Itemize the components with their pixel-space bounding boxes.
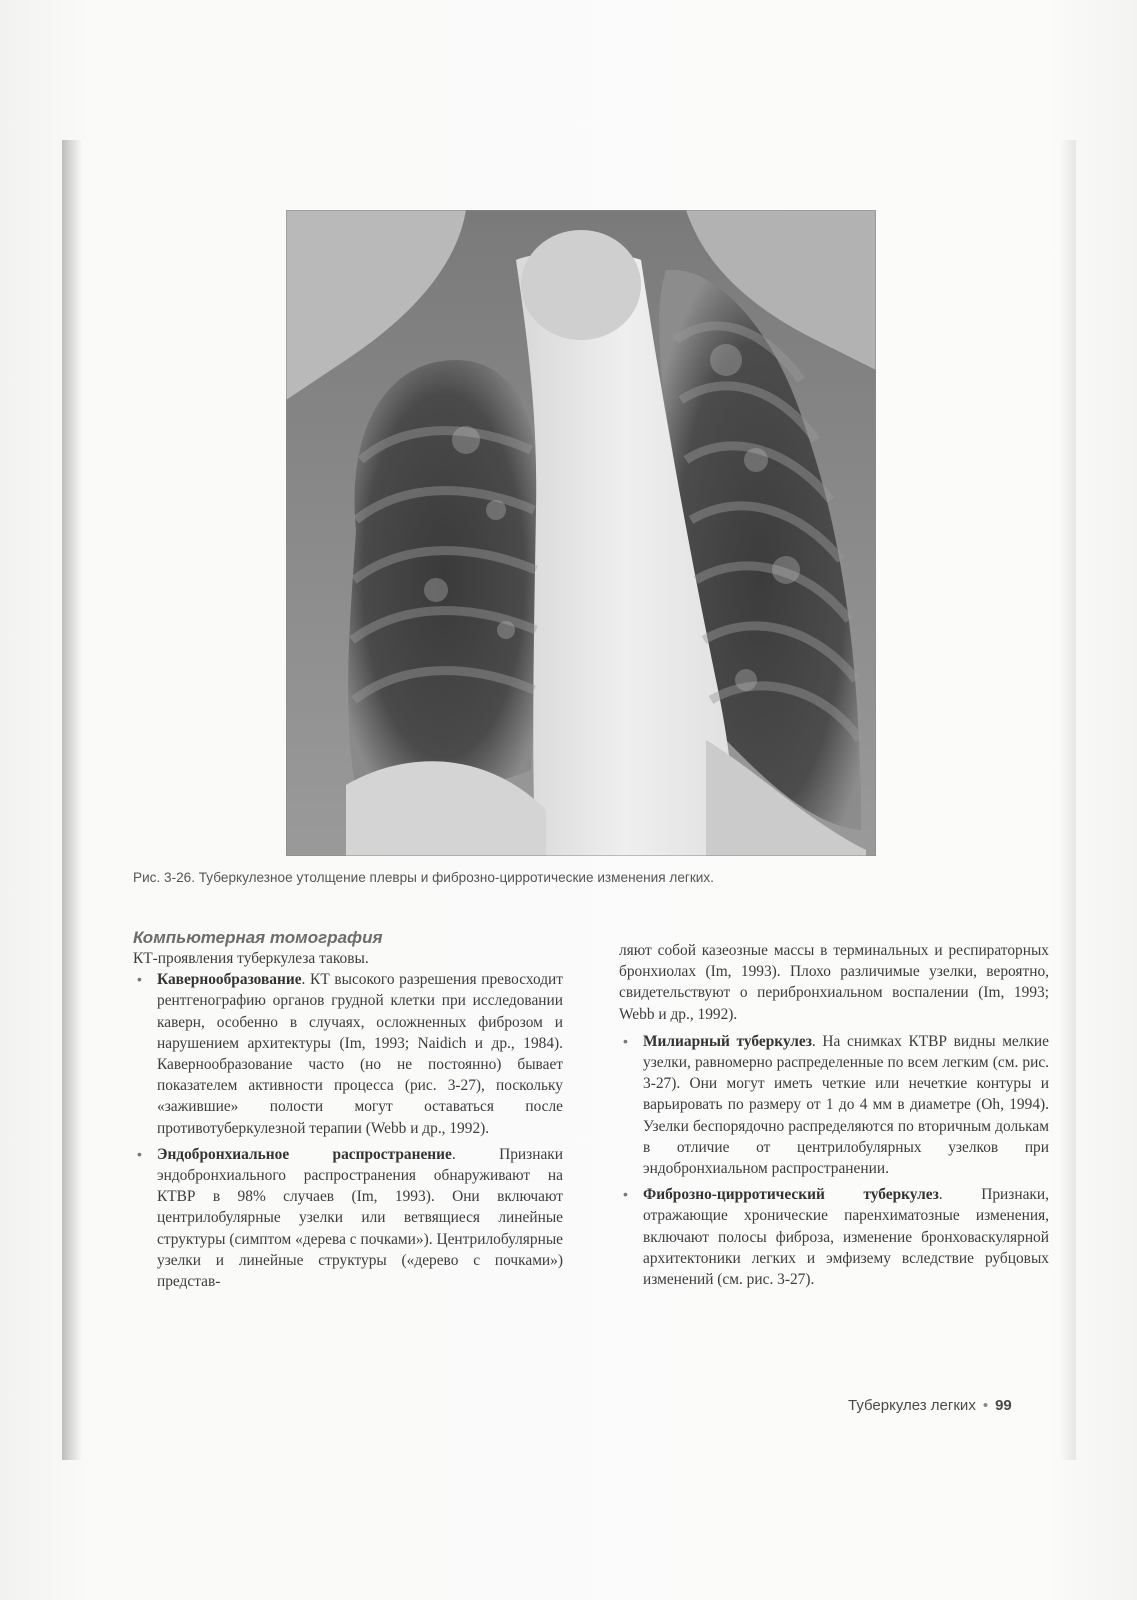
continued-paragraph: ляют собой казеозные массы в терминальных и респираторных бронхиолах (Im, 1993). Плохо различимые узелки, вероятно, свидетельствуют о перибронхиальном воспалении (Im, 1993; Webb и др., 1992).: [619, 942, 1049, 1023]
page-number: 99: [995, 1397, 1012, 1414]
chest-xray-image: [286, 210, 876, 856]
list-item: [133, 1144, 563, 1292]
list-item: [133, 969, 563, 1139]
bullet-text: . Признаки, отражающие хронические паренхиматозные изменения, включают полосы фиброза, изменение бронховаскулярной архитектоники легких и эмфизему вследствие рубцовых изменений (см. рис. 3-27).: [643, 1186, 1049, 1289]
scan-shadow-right: [1060, 140, 1076, 1460]
scan-shadow-left: [62, 140, 82, 1460]
page-footer: [848, 1397, 1012, 1414]
section-intro: КТ-проявления туберкулеза таковы.: [133, 950, 369, 967]
figure-caption: Рис. 3-26. Туберкулезное утолщение плевры и фиброзно-цирротические изменения легких.: [133, 870, 714, 885]
bullet-term: Милиарный туберкулез: [643, 1032, 812, 1050]
running-title: Туберкулез легких: [848, 1397, 976, 1414]
list-item: [619, 1031, 1049, 1179]
list-item: [619, 1184, 1049, 1290]
bullet-text: . Признаки эндобронхиального распространения обнаруживают на КТВР в 98% случаев (Im, 1993). Они включают центрилобулярные узелки или ветвящиеся линейные структуры (симптом «дерева с почками»). Центрилобулярные узелки и линейные структуры («дерево с почками») представ-: [157, 1145, 563, 1291]
bullet-term: Фиброзно-цирротический туберкулез: [643, 1186, 939, 1204]
section-title: Компьютерная томография: [133, 928, 383, 947]
footer-separator: •: [982, 1397, 989, 1414]
left-column: [133, 928, 563, 1297]
right-bullet-list: [619, 1031, 1049, 1290]
left-bullet-list: [133, 969, 563, 1292]
bullet-text: . На снимках КТВР видны мелкие узелки, равномерно распределенные по всем легким (см. рис. 3-27). Они могут иметь четкие или нечеткие контуры и варьировать по размеру от 1 до 4 мм в диаметре (Oh, 1994). Узелки беспорядочно распределяются по вторичным долькам в отличие от центрилобулярных узелков при эндобронхиальном распространении.: [643, 1032, 1049, 1178]
bullet-term: Кавернообразование: [157, 971, 302, 989]
bullet-text: . КТ высокого разрешения превосходит рентгенографию органов грудной клетки при исследовании каверн, особенно в случаях, осложненных фиброзом и нарушением архитектуры (Im, 1993; Naidich и др., 1984). Кавернообразование часто (но не постоянно) бывает показателем активности процесса (рис. 3-27), поскольку «зажившие» полости могут оставаться после противотуберкулезной терапии (Webb и др., 1992).: [157, 971, 563, 1137]
right-column: [619, 940, 1049, 1295]
chest-xray-figure: [286, 210, 876, 856]
bullet-term: Эндобронхиальное распространение: [157, 1145, 452, 1163]
